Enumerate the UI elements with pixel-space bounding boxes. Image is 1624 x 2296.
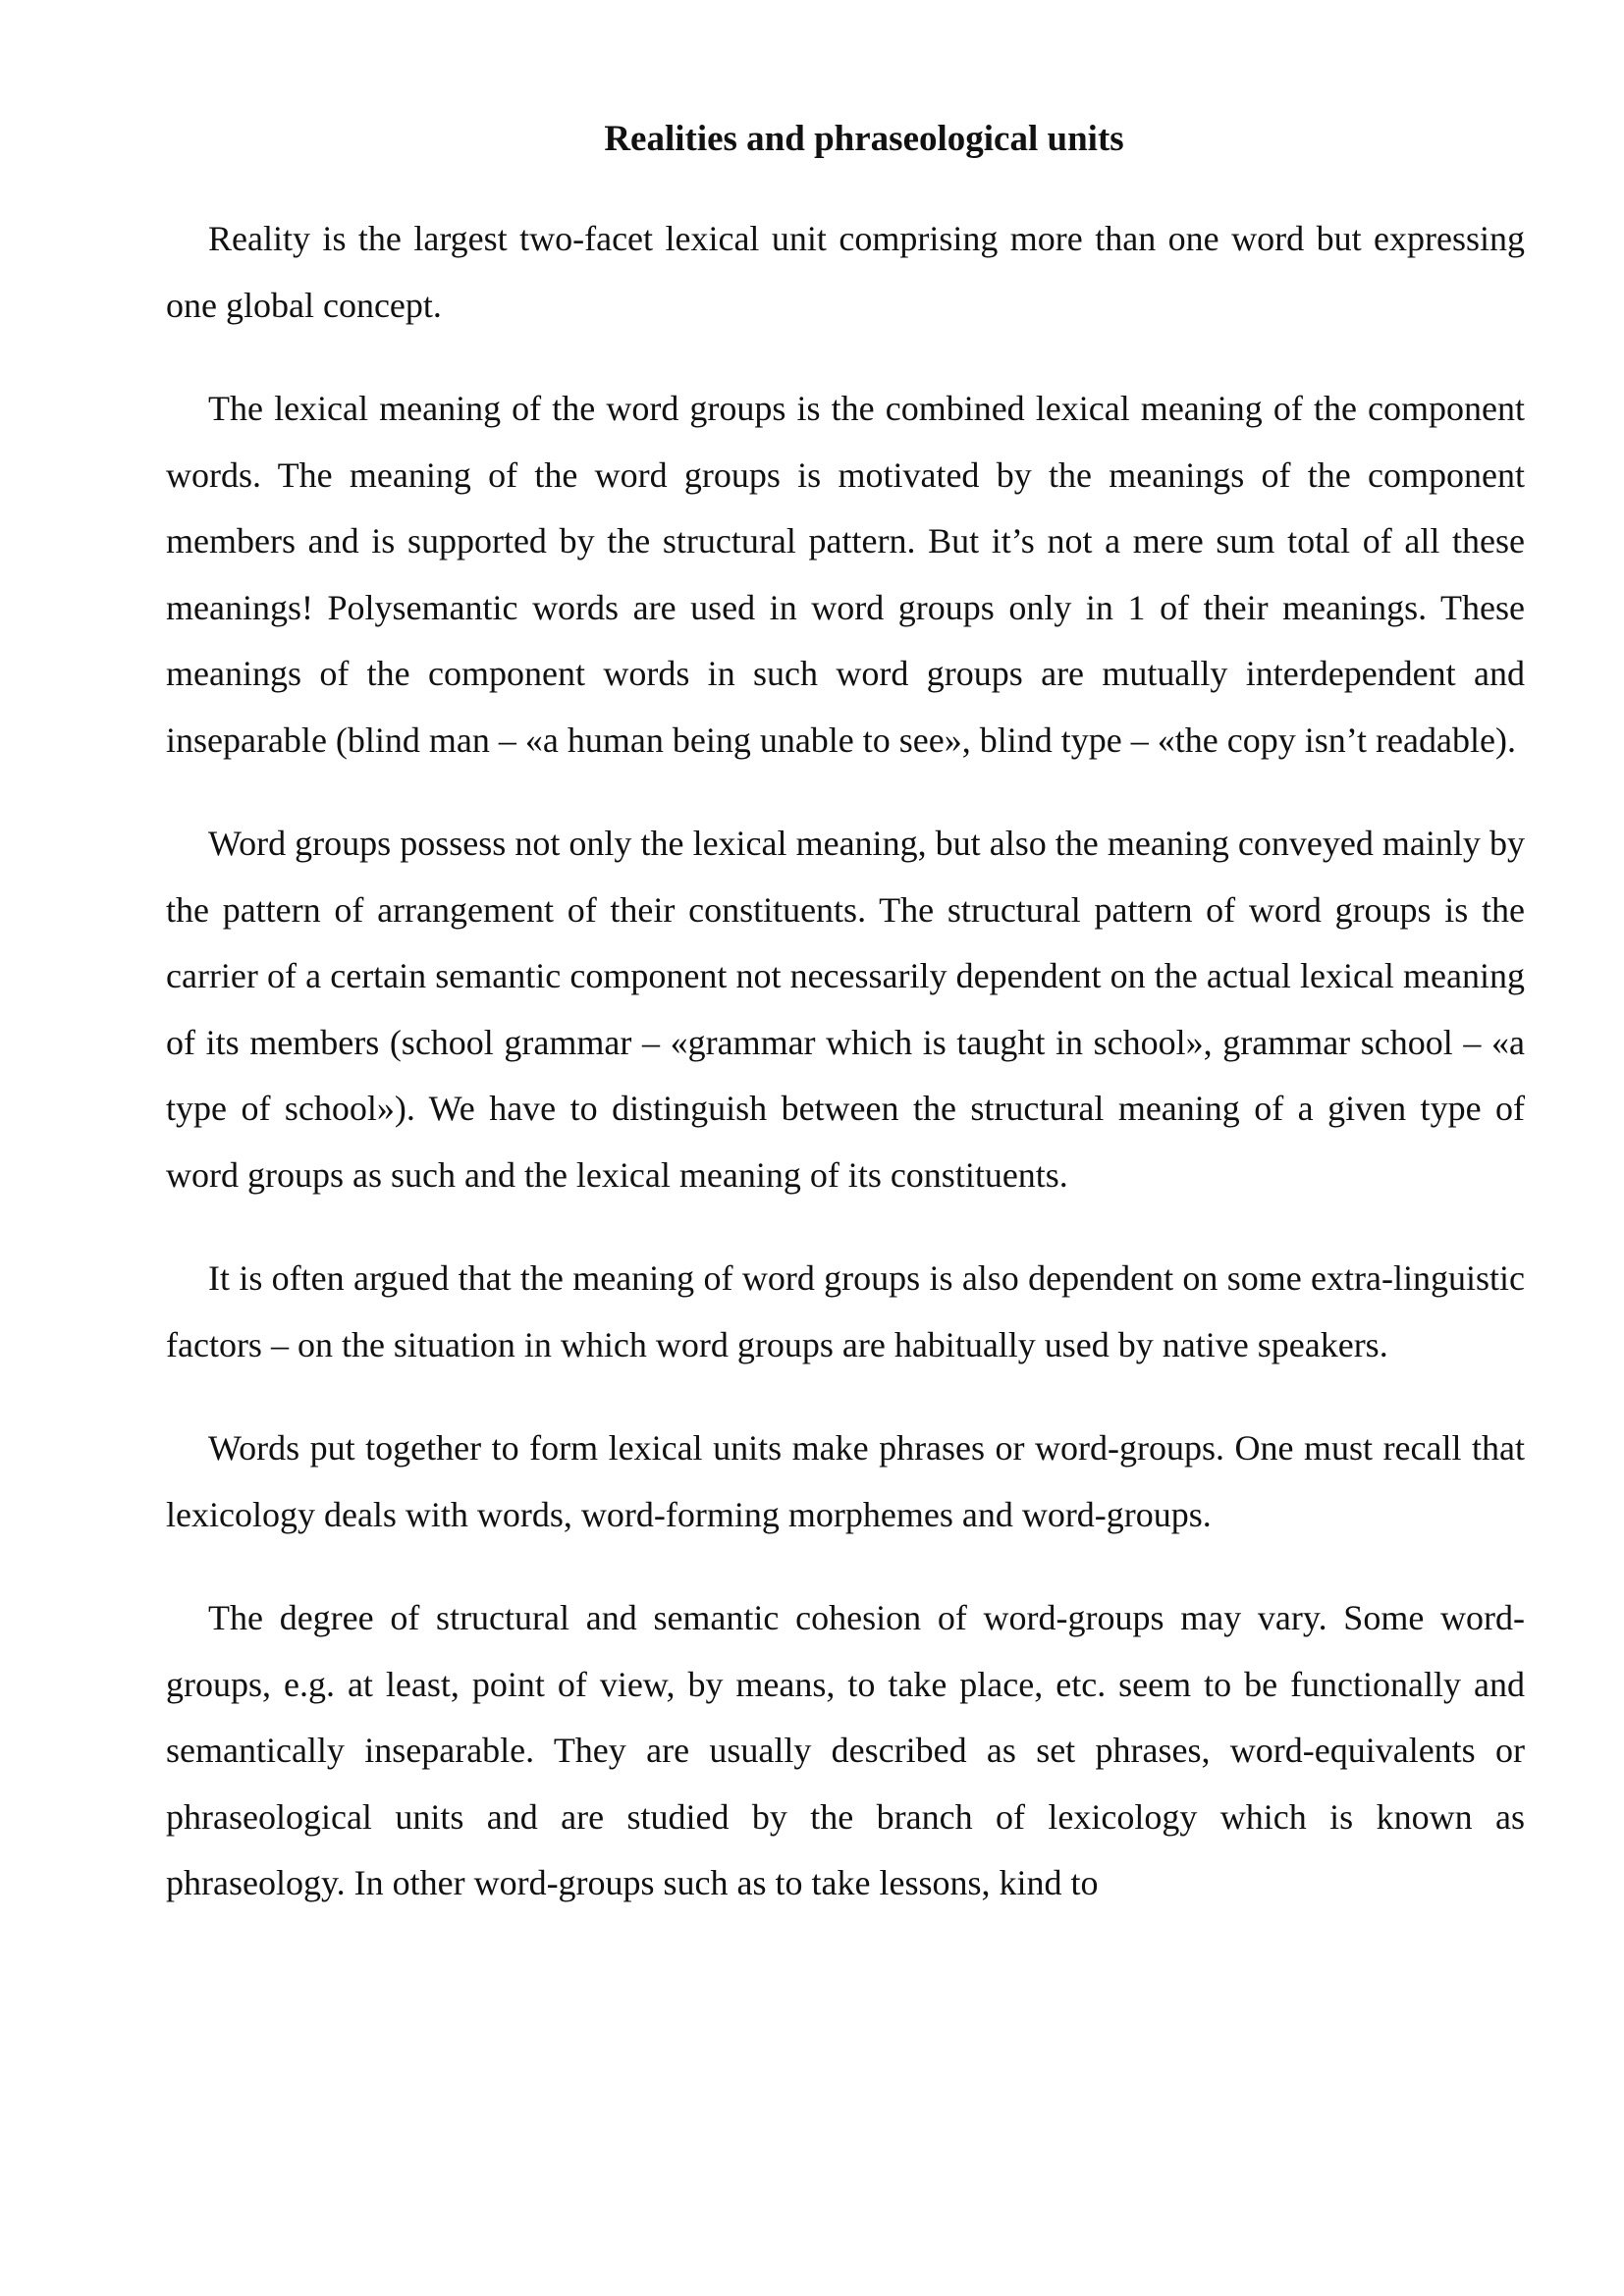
paragraph-reality-definition: Reality is the largest two-facet lexical unit comprising more than one word but expressing one global concept. [166, 219, 1525, 325]
document-body [166, 206, 1525, 1954]
paragraph-lexical-meaning: The lexical meaning of the word groups is the combined lexical meaning of the component words. The meaning of the word groups is motivated by the meanings of the component members and is supported by the structural pattern. But it’s not a mere sum total of all these meanings! Polysemantic words are used in word groups only in 1 of their meanings. These meanings of the component words in such word groups are mutually interdependent and inseparable (blind man – «a human being unable to see», blind type – «the copy isn’t readable). [166, 389, 1525, 760]
paragraph-cohesion: The degree of structural and semantic cohesion of word-groups may vary. Some word-groups, e.g. at least, point of view, by means, to take place, etc. seem to be functionally and semantically inseparable. They are usually described as set phrases, word-equivalents or phraseological units and are studied by the branch of lexicology which is known as phraseology. In other word-groups such as to take lessons, kind to [166, 1598, 1525, 1902]
paragraph-word-groups: Words put together to form lexical units make phrases or word-groups. One must recall that lexicology deals with words, word-forming morphemes and word-groups. [166, 1428, 1525, 1534]
paragraph-structural-meaning: Word groups possess not only the lexical meaning, but also the meaning conveyed mainly by the pattern of arrangement of their constituents. The structural pattern of word groups is the carrier of a certain semantic component not necessarily dependent on the actual lexical meaning of its members (school grammar – «grammar which is taught in school», grammar school – «a type of school»). We have to distinguish between the structural meaning of a given type of word groups as such and the lexical meaning of its constituents. [166, 824, 1525, 1195]
paragraph-extra-linguistic-factors: It is often argued that the meaning of word groups is also dependent on some extra-linguistic factors – on the situation in which word groups are habitually used by native speakers. [166, 1258, 1525, 1364]
document-title: Realities and phraseological units [604, 119, 1124, 159]
